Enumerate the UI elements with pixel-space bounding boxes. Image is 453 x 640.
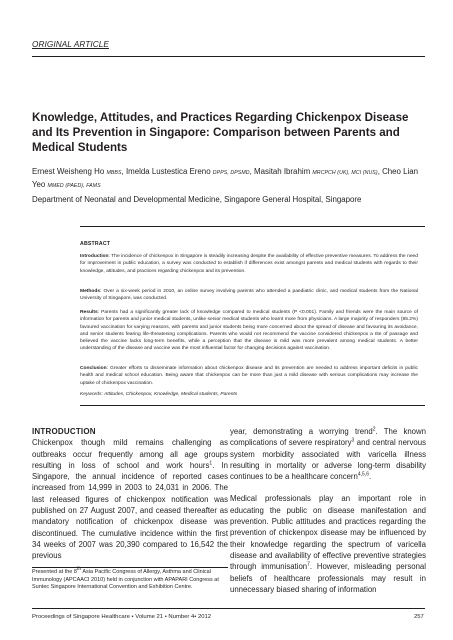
abstract-results-text: : Parents had a significantly greater lack of knowledge compared to medical students (P <0.001). Family and friends were the main source of information for parents and junior medical students, unlike senior medical students who learnt more from physicians. A large majority of responders (85.2%) favoured vaccination for varying reasons, with parents and junior students being more concerned about the spread of disease and favouring its avoidance, and senior students fearing life-threatening complications. Parents who would not recommend the vaccine considered chickenpox a rite of passage and believed the vaccine lacks long-term benefits, while a perception that the disease is mild was more prevalent among medical students. A better understanding of the disease and vaccine was the most influential factor for changing decisions against vaccination. [80, 310, 418, 352]
footnote-rule [32, 567, 228, 568]
footnote-text: Asia Pacific Congress of Allergy, Asthma and Clinical Immunology (APCAACI 2010) held in conjunction with APAPARI Congress at Suntec Singapore International Convention and Exhibition Centre. [32, 569, 219, 591]
citation: 1 [209, 460, 213, 467]
abstract-introduction-label: Introduction [80, 254, 109, 259]
footnote-superscript: th [76, 566, 82, 573]
author-credentials: MBBS [106, 170, 122, 176]
abstract-conclusion [80, 365, 418, 387]
body-text: Medical professionals play an important role in educating the public on disease manifestation and prevention. Public attitudes and practices regarding the prevention of chickenpox disease may be influenced by their knowledge regarding the spectrum of varicella disease and availability of effective preventive strategies through immunisation [230, 494, 426, 572]
author-name: Masitah Ibrahim [254, 167, 311, 176]
abstract-methods [80, 288, 418, 303]
body-column-right [230, 426, 426, 595]
body-text: year, demonstrating a worrying trend [230, 427, 373, 436]
abstract-introduction [80, 253, 418, 275]
author-credentials: MMED (PAED), FAMS [47, 183, 101, 190]
abstract-conclusion-text: : Greater efforts to disseminate information about chickenpox disease and its prevention are needed to address important deficits in public health and medical school education. Being aware that chickenpox can be more than just a mild disease with serious complications may increase the uptake of chickenpox vaccination. [80, 366, 418, 386]
abstract-heading: ABSTRACT [80, 241, 111, 247]
abstract-methods-label: Methods [80, 289, 101, 294]
page-number: 257 [414, 614, 424, 620]
footer-rule [32, 608, 425, 609]
body-text: . However, misleading personal beliefs of healthcare professionals may result in unnecessary biased sharing of information [230, 562, 426, 594]
author-list: Ernest Weisheng Ho MBBS, Imelda Lustestica Ereno DPPS, DPSMD, Masitah Ibrahim MRCPCH (UK), MCI (NUS), Cheo Lian Yeo MMED (PAED), FAMS [32, 167, 419, 190]
author-name: Ernest Weisheng Ho [32, 167, 105, 176]
intro-text: . In Singapore, the annual incidence of reported cases increased from 14,999 in 2003 to 24,031 in 2006. The last released figures of chickenpox notification was published on 27 August 2007, and ceased thereafter as mandatory notification of chickenpox disease was discontinued. The cumulative incidence within the first 34 weeks of 2007 was 20,390 compared to 16,542 the previous [32, 460, 228, 561]
paragraph [230, 493, 426, 595]
article-title: Knowledge, Attitudes, and Practices Regarding Chickenpox Disease and Its Prevention in Singapore: Comparison between Parents and Medical Students [32, 111, 409, 154]
abstract-bottom-rule [80, 405, 425, 406]
author-name: Imelda Lustestica Ereno [125, 167, 211, 176]
keywords: Keywords: Attitudes, Chickenpox, Knowledge, Medical students, Parents [80, 392, 238, 397]
footnote-text: Presented at the 8 [32, 569, 77, 575]
section-label: ORIGINAL ARTICLE [32, 40, 109, 49]
citation: 2 [372, 426, 376, 433]
abstract-results [80, 309, 418, 353]
author-credentials: DPPS, DPSMD [212, 170, 250, 176]
abstract-methods-text: : Over a six-week period in 2010, an online survey involving parents who attended a paediatric clinic, and medical students from the National University of Singapore, was conducted. [80, 289, 418, 302]
intro-text: Chickenpox though mild remains challenging as outbreaks occur frequently among all age groups resulting in loss of school and work hours [32, 438, 228, 470]
introduction-heading: INTRODUCTION [32, 427, 96, 436]
abstract-top-rule [80, 226, 425, 227]
body-column-left [32, 426, 228, 562]
header-rule [32, 56, 425, 57]
citation: 4,5,6 [357, 471, 369, 478]
citation: 3 [351, 437, 355, 444]
author-name: Cheo Lian Yeo [32, 167, 419, 190]
abstract-results-label: Results [80, 310, 98, 315]
body-text: . The known complications of severe respiratory [230, 427, 426, 448]
author-credentials: MRCPCH (UK), MCI (NUS) [312, 170, 378, 176]
paragraph [230, 426, 426, 482]
citation: 7 [307, 561, 310, 568]
footnote [32, 566, 228, 592]
abstract-introduction-text: : The incidence of chickenpox in Singapore is steadily increasing despite the availability of effective preventive measures. To address the need for improvement in public education, a survey was conducted to establish if differences exist amongst parents and medical students with regards to their knowledge, attitudes, and practices regarding chickenpox and its prevention. [80, 254, 418, 274]
journal-footer: Proceedings of Singapore Healthcare • Volume 21 • Number 4• 2012 [32, 614, 212, 620]
abstract-conclusion-label: Conclusion [80, 366, 107, 371]
affiliation: Department of Neonatal and Developmental Medicine, Singapore General Hospital, Singapore [32, 195, 362, 204]
body-text: and central nervous system morbidity associated with varicella illness resulting in mortality or adverse long-term disability continues to be a healthcare concern [230, 438, 426, 482]
body-text: . [369, 472, 372, 482]
